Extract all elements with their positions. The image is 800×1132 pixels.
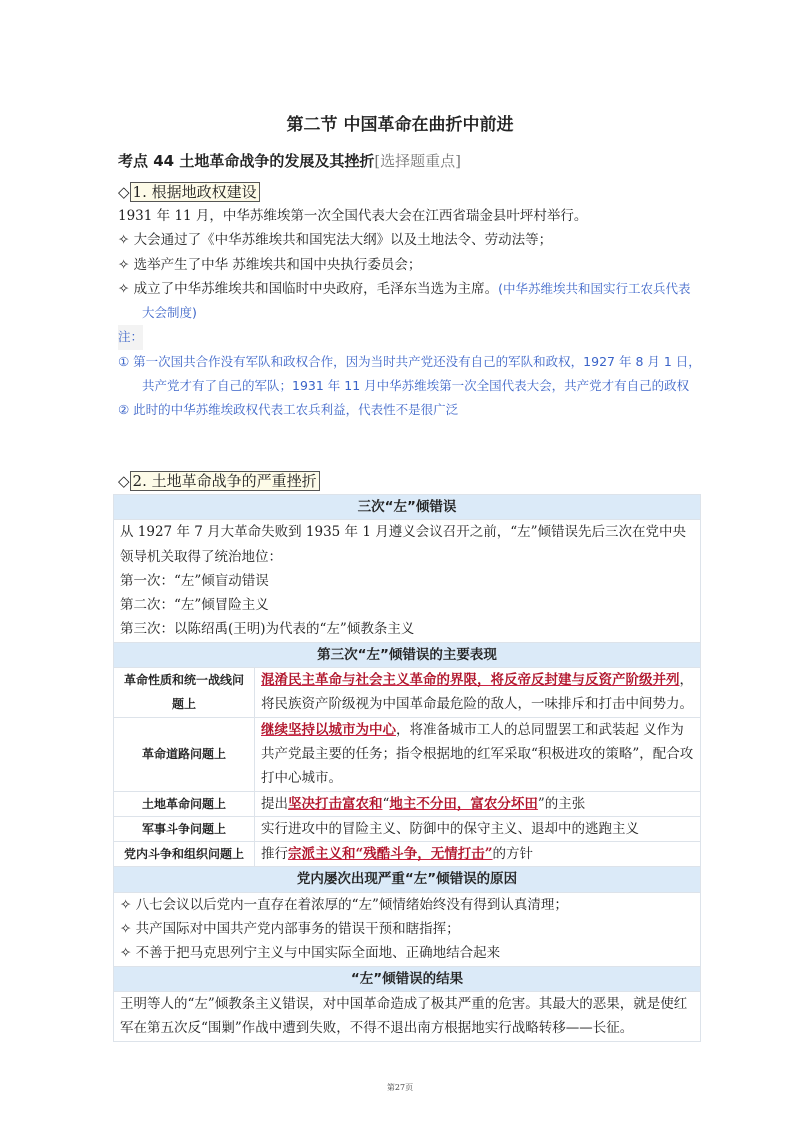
table-row	[114, 816, 701, 841]
reason-item: ✧ 不善于把马克思列宁主义与中国实际全面地、正确地结合起来	[120, 945, 501, 962]
row-label: 革命道路问题上	[114, 717, 255, 791]
row-content	[255, 842, 701, 867]
highlight-text: 混淆民主革命与社会主义革命的界限，将反帝反封建与反资产阶级并列	[261, 672, 680, 689]
table-header: 三次“左”倾错误	[114, 495, 701, 520]
section1-title: 1. 根据地政权建设	[130, 182, 260, 202]
reason-item: ✧ 八七会议以后党内一直存在着浓厚的“左”倾情绪始终没有得到认真清理；	[120, 896, 568, 913]
section2-heading	[118, 470, 320, 491]
text: 推行	[261, 846, 288, 863]
reason-item: ✧ 共产国际对中国共产党内部事务的错误干预和瞎指挥；	[120, 921, 460, 938]
bullet-note: (中华苏维埃共和国实行工农兵代表大会制度)	[142, 280, 691, 321]
row-label: 土地革命问题上	[114, 791, 255, 816]
note-label: 注：	[118, 325, 143, 349]
bullet-text: ✧ 成立了中华苏维埃共和国临时中央政府，毛泽东当选为主席。	[118, 280, 499, 297]
row-label: 军事斗争问题上	[114, 816, 255, 841]
row-content	[255, 791, 701, 816]
table-row	[114, 668, 701, 718]
row-label: 党内斗争和组织问题上	[114, 842, 255, 867]
table-header: “左”倾错误的结果	[114, 966, 701, 991]
diamond-icon: ◇	[118, 472, 130, 490]
bullet-item	[118, 277, 702, 326]
row-label: 革命性质和统一战线问题上	[114, 668, 255, 718]
table-cell	[114, 520, 701, 642]
highlight-text: 继续坚持以城市为中心	[261, 721, 396, 738]
section1-body	[118, 204, 702, 423]
row-content	[255, 668, 701, 718]
note-item: ① 第一次国共合作没有军队和政权合作，因为当时共产党还没有自己的军队和政权，1927 年 8 月 1 日，共产党才有了自己的军队；1931 年 11 月中华苏维埃第一次全国代表大会，共产党才有自己的政权	[118, 353, 701, 394]
text: 的方针	[492, 846, 534, 863]
section2-title: 2. 土地革命战争的严重挫折	[130, 471, 320, 491]
table-header: 党内屡次出现严重“左”倾错误的原因	[114, 867, 701, 892]
intro-text: 从 1927 年 7 月大革命失败到 1935 年 1 月遵义会议召开之前，“左”倾错误先后三次在党中央领导机关取得了统治地位：	[120, 524, 687, 565]
page-title: 第二节 中国革命在曲折中前进	[286, 115, 514, 135]
errors-table	[113, 494, 701, 1042]
topic-label: 考点 44 土地革命战争的发展及其挫折	[118, 152, 375, 170]
table-row	[114, 717, 701, 791]
table-row	[114, 842, 701, 867]
text: ，将准备城市工人的总同盟罢工和武装起 义作为共产党最主要的任务；指令根据地的红军采取“积极进攻的策略”，配合攻打中心城市。	[261, 721, 694, 787]
text: ”的主张	[537, 795, 586, 812]
table-header: 第三次“左”倾错误的主要表现	[114, 642, 701, 667]
highlight-text: 坚决打击富农和	[288, 795, 383, 812]
row-content: 实行进攻中的冒险主义、防御中的保守主义、退却中的逃跑主义	[255, 816, 701, 841]
list-item: 第三次：以陈绍禹(王明)为代表的“左”倾教条主义	[120, 621, 415, 638]
bullet-item: ✧ 选举产生了中华 苏维埃共和国中央执行委员会；	[118, 256, 422, 273]
diamond-icon: ◇	[118, 183, 130, 201]
highlight-text: 宗派主义和“残酷斗争，无情打击”	[288, 846, 493, 863]
section1-heading	[118, 181, 260, 202]
result-text: 王明等人的“左”倾教条主义错误，对中国革命造成了极其严重的危害。其最大的恶果，就是使红军在第五次反“围剿”作战中遭到失败，不得不退出南方根据地实行战略转移——长征。	[114, 991, 701, 1041]
text: ，将民族资产阶级视为中国革命最危险的敌人，一味排斥和打击中间势力。	[261, 672, 693, 713]
page-number: 第27页	[386, 1083, 414, 1092]
list-item: 第一次：“左”倾盲动错误	[120, 572, 269, 589]
table-cell	[114, 892, 701, 966]
highlight-text: 地主不分田，富农分坏田	[389, 795, 538, 812]
row-content	[255, 717, 701, 791]
bullet-item: ✧ 大会通过了《中华苏维埃共和国宪法大纲》以及土地法令、劳动法等；	[118, 232, 553, 249]
topic-heading	[118, 150, 461, 171]
topic-tag: [选择题重点]	[374, 152, 462, 170]
intro-text: 1931 年 11 月，中华苏维埃第一次全国代表大会在江西省瑞金县叶坪村举行。	[118, 208, 588, 224]
list-item: 第二次：“左”倾冒险主义	[120, 597, 269, 614]
text: 提出	[261, 795, 288, 812]
note-item: ② 此时的中华苏维埃政权代表工农兵利益，代表性不是很广泛	[118, 402, 459, 418]
table-row	[114, 791, 701, 816]
text: “	[382, 795, 390, 812]
